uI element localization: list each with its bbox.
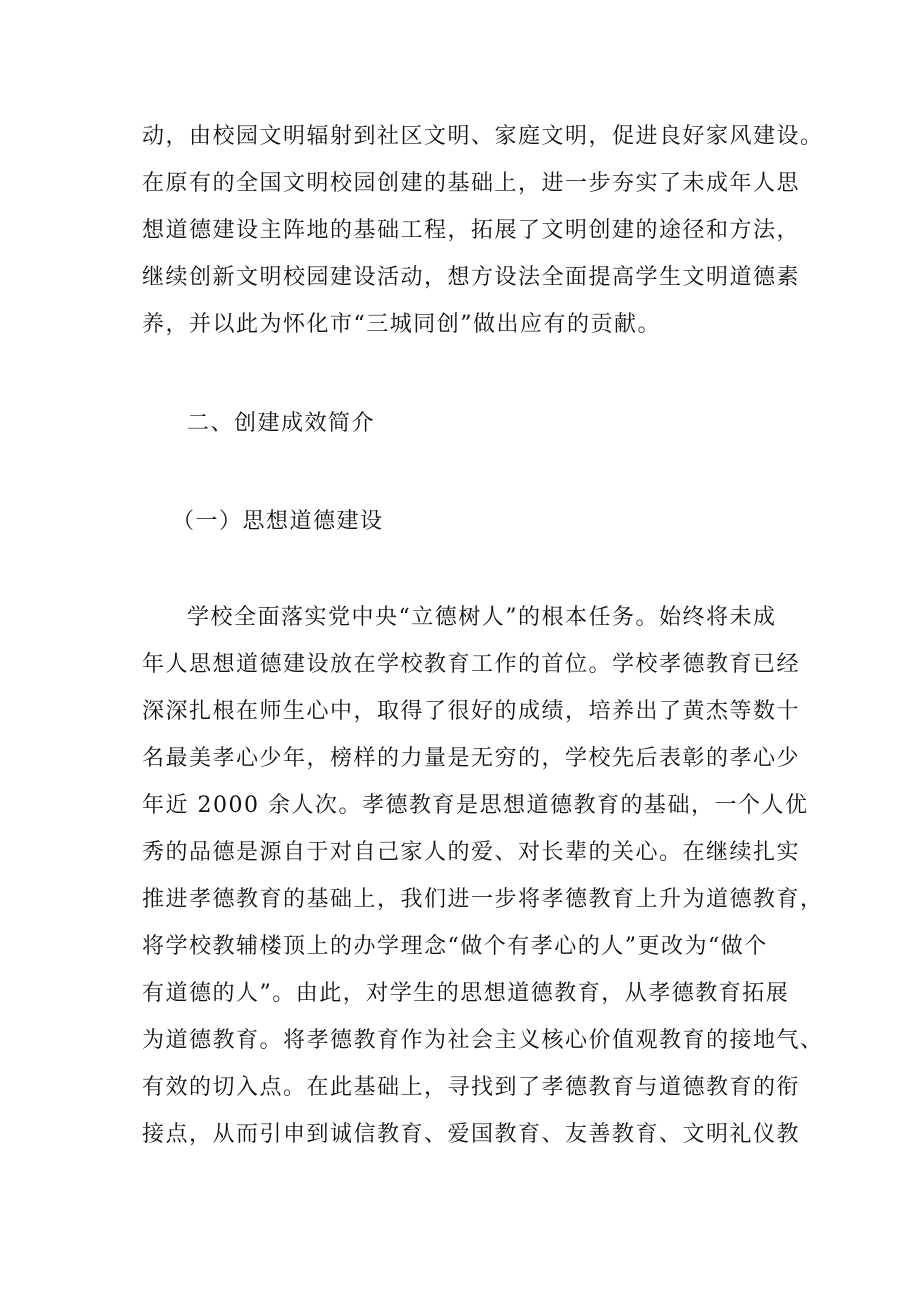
subsection-heading: （一）思想道德建设 [172,509,384,534]
body-line-2: 年人思想道德建设放在学校教育工作的首位。学校孝德教育已经 [142,652,801,677]
intro-line-2: 在原有的全国文明校园创建的基础上，进一步夯实了未成年人思 [142,171,801,196]
body-line-7: 推进孝德教育的基础上，我们进一步将孝德教育上升为道德教育， [142,887,824,912]
intro-line-1: 动，由校园文明辐射到社区文明、家庭文明，促进良好家风建设。 [142,124,824,149]
body-line-9: 有道德的人”。由此，对学生的思想道德教育，从孝德教育拓展 [142,981,790,1006]
body-line-1: 学校全面落实党中央“立德树人”的根本任务。始终将未成 [187,605,777,630]
intro-line-3: 想道德建设主阵地的基础工程，拓展了文明创建的途径和方法， [142,218,801,243]
body-line-12: 接点，从而引申到诚信教育、爱国教育、友善教育、文明礼仪教 [142,1122,801,1147]
body-line-10: 为道德教育。将孝德教育作为社会主义核心价值观教育的接地气、 [142,1028,824,1053]
body-line-5: 年近 2000 余人次。孝德教育是思想道德教育的基础，一个人优 [142,793,809,818]
section-heading: 二、创建成效简介 [187,411,376,436]
body-line-3: 深深扎根在师生心中，取得了很好的成绩，培养出了黄杰等数十 [142,699,801,724]
body-line-6: 秀的品德是源自于对自己家人的爱、对长辈的关心。在继续扎实 [142,840,801,865]
body-line-4: 名最美孝心少年，榜样的力量是无穷的，学校先后表彰的孝心少 [142,746,801,771]
body-line-11: 有效的切入点。在此基础上，寻找到了孝德教育与道德教育的衔 [142,1075,801,1100]
intro-line-4: 继续创新文明校园建设活动，想方设法全面提高学生文明道德素 [142,265,801,290]
body-line-8: 将学校教辅楼顶上的办学理念“做个有孝心的人”更改为“做个 [142,934,768,959]
intro-line-5: 养，并以此为怀化市“三城同创”做出应有的贡献。 [142,312,661,337]
